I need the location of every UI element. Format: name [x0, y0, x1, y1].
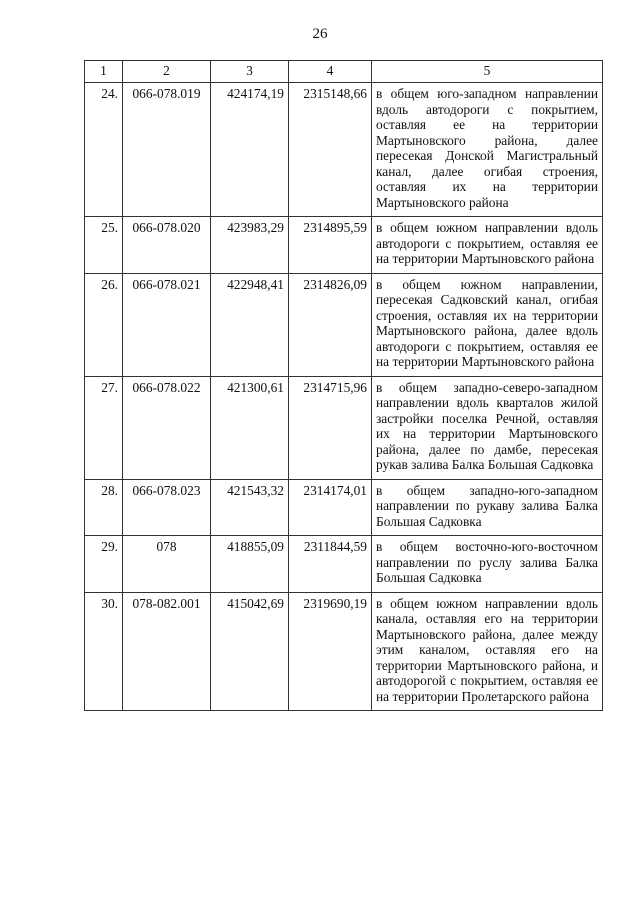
row-number: 28.	[85, 479, 123, 536]
coordinate-y: 2314895,59	[289, 217, 372, 274]
coordinate-y: 2311844,59	[289, 536, 372, 593]
point-code: 066-078.023	[123, 479, 211, 536]
table-row	[85, 83, 603, 217]
coordinate-y: 2314826,09	[289, 273, 372, 376]
coordinate-y: 2315148,66	[289, 83, 372, 217]
coordinate-x: 418855,09	[211, 536, 289, 593]
table-row	[85, 376, 603, 479]
boundary-description: в общем западно-северо-западном направлении вдоль кварталов жилой застройки поселка Речной, оставляя их на территории Мартыновского района, далее по дамбе, пересекая рукав залива Балка Большая Садковка	[372, 376, 603, 479]
table-header	[85, 61, 603, 83]
row-number: 26.	[85, 273, 123, 376]
coordinate-y: 2319690,19	[289, 592, 372, 711]
boundary-description: в общем южном направлении вдоль канала, оставляя его на территории Мартыновского района, далее между этим каналом, оставляя его на территории Мартыновского района, и автодорогой с покрытием, оставляя ее на территории Пролетарского района	[372, 592, 603, 711]
boundary-description: в общем южном направлении вдоль автодороги с покрытием, оставляя ее на территории Мартыновского района	[372, 217, 603, 274]
boundary-description: в общем западно-юго-западном направлении по рукаву залива Балка Большая Садковка	[372, 479, 603, 536]
row-number: 29.	[85, 536, 123, 593]
point-code: 066-078.020	[123, 217, 211, 274]
point-code: 066-078.019	[123, 83, 211, 217]
boundary-description: в общем южном направлении, пересекая Садковский канал, огибая строения, оставляя их на территории Мартыновского района, далее вдоль автодороги с покрытием, оставляя ее на территории Мартыновского района	[372, 273, 603, 376]
point-code: 078-082.001	[123, 592, 211, 711]
header-col-4: 4	[289, 61, 372, 83]
header-col-1: 1	[85, 61, 123, 83]
table-row	[85, 273, 603, 376]
header-row	[85, 61, 603, 83]
page-number: 26	[312, 26, 328, 42]
table-row	[85, 479, 603, 536]
point-code: 078	[123, 536, 211, 593]
table-row	[85, 592, 603, 711]
coordinate-x: 423983,29	[211, 217, 289, 274]
table-body	[85, 83, 603, 711]
boundary-description: в общем юго-западном направлении вдоль автодороги с покрытием, оставляя ее на территории Мартыновского района, далее пересекая Донской Магистральный канал, далее огибая строения, оставляя их на территории Мартыновского района	[372, 83, 603, 217]
point-code: 066-078.021	[123, 273, 211, 376]
header-col-2: 2	[123, 61, 211, 83]
header-col-5: 5	[372, 61, 603, 83]
coordinate-x: 421543,32	[211, 479, 289, 536]
coordinate-x: 421300,61	[211, 376, 289, 479]
row-number: 30.	[85, 592, 123, 711]
coordinate-y: 2314174,01	[289, 479, 372, 536]
point-code: 066-078.022	[123, 376, 211, 479]
coordinate-y: 2314715,96	[289, 376, 372, 479]
coordinate-x: 415042,69	[211, 592, 289, 711]
coordinate-x: 422948,41	[211, 273, 289, 376]
row-number: 27.	[85, 376, 123, 479]
coordinate-x: 424174,19	[211, 83, 289, 217]
row-number: 24.	[85, 83, 123, 217]
boundary-description: в общем восточно-юго-восточном направлении по руслу залива Балка Большая Садковка	[372, 536, 603, 593]
row-number: 25.	[85, 217, 123, 274]
boundary-table	[84, 60, 603, 711]
header-col-3: 3	[211, 61, 289, 83]
table-row	[85, 217, 603, 274]
table-row	[85, 536, 603, 593]
